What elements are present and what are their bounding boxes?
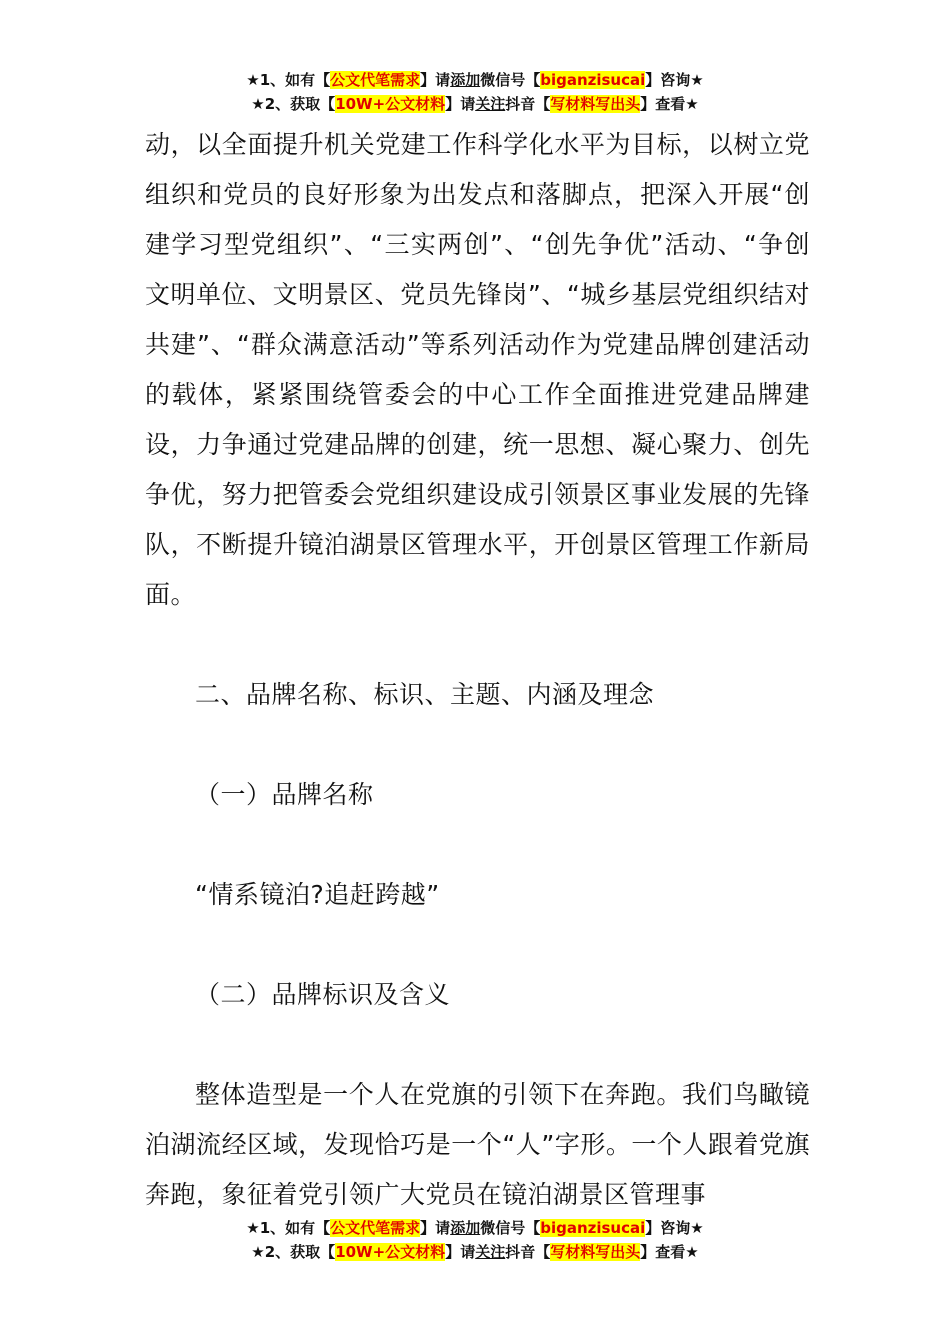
banner-line-1 bbox=[0, 1216, 950, 1240]
body-paragraph: 整体造型是一个人在党旗的引领下在奔跑。我们鸟瞰镜泊湖流经区域，发现恰巧是一个“人”字形。一个人跟着党旗奔跑，象征着党引领广大党员在镜泊湖景区管理事 bbox=[145, 1080, 810, 1209]
banner-text: 抖音【 bbox=[505, 95, 551, 113]
banner-text: ★1、如有【 bbox=[246, 1219, 331, 1237]
banner-text: ★2、获取【 bbox=[251, 95, 336, 113]
banner-underline: 添加 bbox=[450, 1219, 481, 1237]
banner-underline: 关注 bbox=[475, 1243, 506, 1261]
banner-text: 抖音【 bbox=[505, 1243, 551, 1261]
banner-highlight: biganzisucai bbox=[540, 1219, 646, 1237]
banner-text: 微信号【 bbox=[480, 1219, 541, 1237]
banner-text: 】请 bbox=[445, 95, 476, 113]
banner-line-1 bbox=[0, 68, 950, 92]
banner-highlight: 公文代笔需求 bbox=[330, 71, 421, 89]
subsection-heading: （二）品牌标识及含义 bbox=[195, 980, 451, 1009]
banner-text: 】查看★ bbox=[640, 1243, 699, 1261]
banner-highlight: 10W+公文材料 bbox=[335, 1243, 446, 1261]
banner-line-2 bbox=[0, 1240, 950, 1264]
document-body bbox=[145, 120, 810, 1220]
banner-text: 】请 bbox=[445, 1243, 476, 1261]
banner-text: ★1、如有【 bbox=[246, 71, 331, 89]
banner-highlight: 公文代笔需求 bbox=[330, 1219, 421, 1237]
banner-underline: 关注 bbox=[475, 95, 506, 113]
banner-text: 微信号【 bbox=[480, 71, 541, 89]
banner-text: 】咨询★ bbox=[645, 1219, 704, 1237]
header-banner bbox=[0, 68, 950, 116]
banner-text: 】请 bbox=[420, 1219, 451, 1237]
banner-text: ★2、获取【 bbox=[251, 1243, 336, 1261]
section-heading: 二、品牌名称、标识、主题、内涵及理念 bbox=[195, 680, 655, 709]
banner-highlight: 写材料写出头 bbox=[550, 1243, 641, 1261]
banner-highlight: biganzisucai bbox=[540, 71, 646, 89]
banner-line-2 bbox=[0, 92, 950, 116]
banner-text: 】请 bbox=[420, 71, 451, 89]
body-paragraph: 动，以全面提升机关党建工作科学化水平为目标，以树立党组织和党员的良好形象为出发点和落脚点，把深入开展“创建学习型党组织”、“三实两创”、“创先争优”活动、“争创文明单位、文明景区、党员先锋岗”、“城乡基层党组织结对共建”、“群众满意活动”等系列活动作为党建品牌创建活动的载体，紧紧围绕管委会的中心工作全面推进党建品牌建设，力争通过党建品牌的创建，统一思想、凝心聚力、创先争优，努力把管委会党组织建设成引领景区事业发展的先锋队，不断提升镜泊湖景区管理水平，开创景区管理工作新局面。 bbox=[145, 130, 810, 609]
subsection-heading: （一）品牌名称 bbox=[195, 780, 374, 809]
banner-highlight: 10W+公文材料 bbox=[335, 95, 446, 113]
banner-text: 】查看★ bbox=[640, 95, 699, 113]
footer-banner bbox=[0, 1216, 950, 1264]
brand-name: “情系镜泊?追赶跨越” bbox=[195, 880, 440, 909]
banner-highlight: 写材料写出头 bbox=[550, 95, 641, 113]
banner-text: 】咨询★ bbox=[645, 71, 704, 89]
banner-underline: 添加 bbox=[450, 71, 481, 89]
